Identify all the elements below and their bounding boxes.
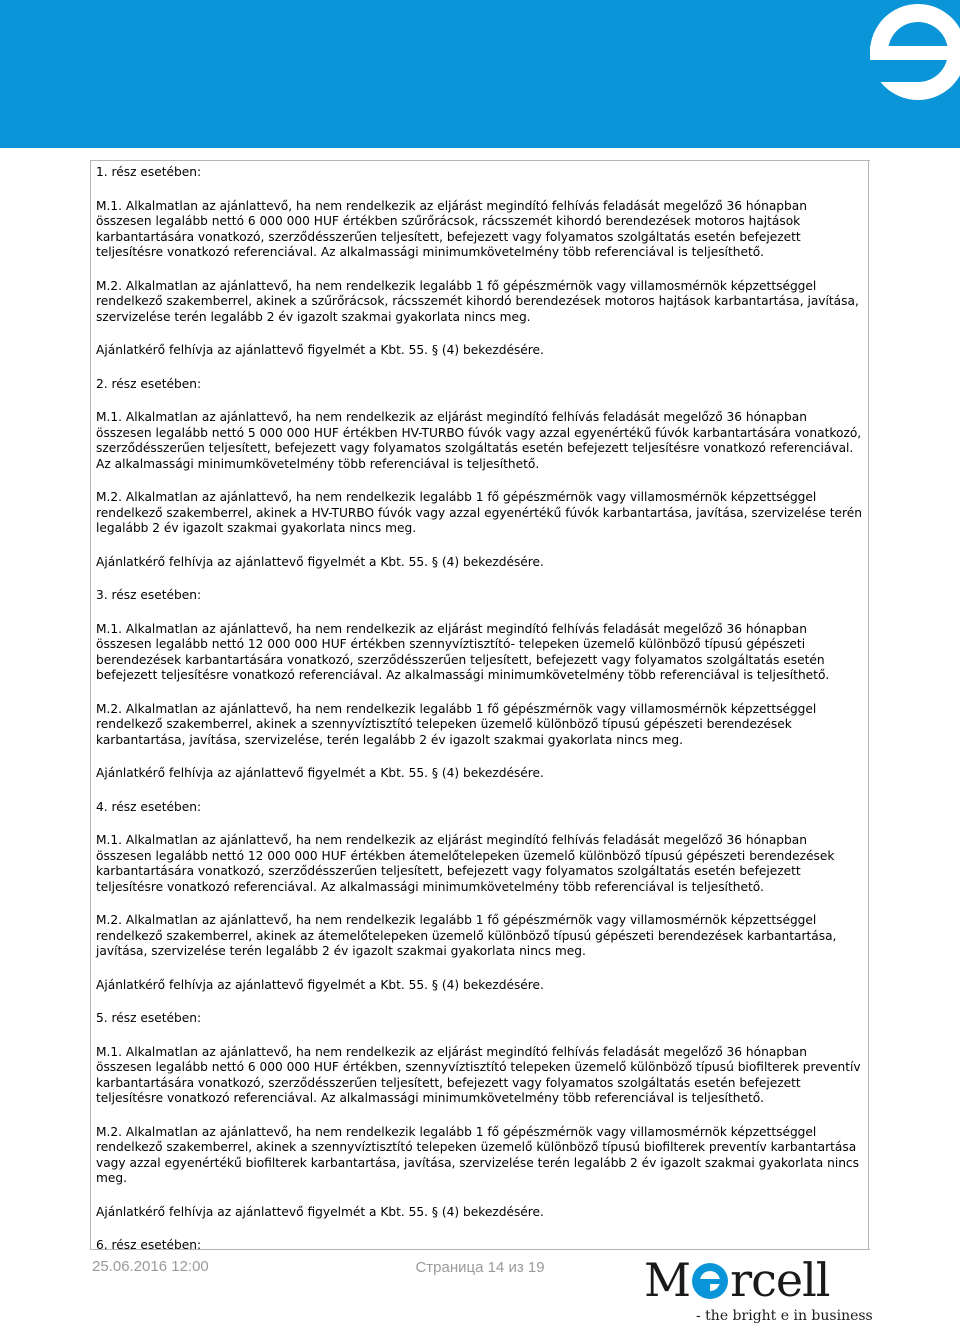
frame-right-rule bbox=[868, 160, 869, 1250]
requirement-m2: M.2. Alkalmatlan az ajánlattevő, ha nem rendelkezik legalább 1 fő gépészmérnök vagy villamosmérnök képzettséggel rendelkező szakemberrel, akinek a szennyvíztisztító telepeken üzemelő különböző típusú biofilterek preventív karbantartása vagy azzal egyenértékű biofilterek karbantartása, javítása, szervizelése terén legalább 2 év igazolt szakmai gyakorlata nincs meg. bbox=[96, 1124, 859, 1185]
requirement-m1: M.1. Alkalmatlan az ajánlattevő, ha nem rendelkezik az eljárást megindító felhívás feladását megelőző 36 hónapban összesen legalább nettó 6 000 000 HUF értékben szűrőrácsok, rácsszemét kihordó berendezések motoros hajtások karbantartására vonatkozó, szerződésszerűen teljesített, befejezett vagy folyamatos szolgáltatás esetén befejezett teljesítésre vonatkozó referenciával. Az alkalmassági minimumkövetelmény több referenciával is teljesíthető. bbox=[96, 198, 807, 259]
legal-note: Ajánlatkérő felhívja az ajánlattevő figyelmét a Kbt. 55. § (4) bekezdésére. bbox=[96, 766, 544, 780]
requirement-m1: M.1. Alkalmatlan az ajánlattevő, ha nem rendelkezik az eljárást megindító felhívás feladását megelőző 36 hónapban összesen legalább nettó 6 000 000 HUF értékben, szennyvíztisztító telepeken üzemelő különböző típusú biofilterek preventív karbantartására vonatkozó, szerződésszerűen teljesített, befejezett vagy folyamatos szolgáltatás esetén befejezett teljesítésre vonatkozó referenciával. Az alkalmassági minimumkövetelmény több referenciával is teljesíthető. bbox=[96, 1044, 861, 1105]
logo-tagline: - the bright e in business bbox=[696, 1308, 873, 1324]
section-part-5 bbox=[96, 1011, 864, 1220]
legal-note: Ajánlatkérő felhívja az ajánlattevő figyelmét a Kbt. 55. § (4) bekezdésére. bbox=[96, 977, 544, 992]
requirement-m2: M.2. Alkalmatlan az ajánlattevő, ha nem rendelkezik legalább 1 fő gépészmérnök vagy villamosmérnök képzettséggel rendelkező szakemberrel, akinek az átemelőtelepeken üzemelő különböző típusú gépészeti berendezések karbantartása, javítása, szervizelése terén legalább 2 év igazolt szakmai gyakorlata nincs meg. bbox=[96, 913, 837, 958]
mercell-logo bbox=[644, 1252, 873, 1328]
brand-e-logo-icon bbox=[850, 0, 960, 100]
section-heading: 4. rész esetében: bbox=[96, 799, 202, 814]
logo-wordmark bbox=[644, 1252, 830, 1308]
section-heading: 3. rész esetében: bbox=[96, 588, 202, 602]
document-body bbox=[96, 165, 864, 1272]
logo-letter-m: M bbox=[644, 1253, 691, 1307]
legal-note: Ajánlatkérő felhívja az ajánlattevő figyelmét a Kbt. 55. § (4) bekezdésére. bbox=[96, 1204, 544, 1219]
frame-top-rule bbox=[90, 160, 870, 161]
logo-letters-rcell: rcell bbox=[730, 1253, 830, 1307]
legal-note: Ajánlatkérő felhívja az ajánlattevő figyelmét a Kbt. 55. § (4) bekezdésére. bbox=[96, 554, 544, 569]
requirement-m2: M.2. Alkalmatlan az ajánlattevő, ha nem rendelkezik legalább 1 fő gépészmérnök vagy villamosmérnök képzettséggel rendelkező szakemberrel, akinek a HV-TURBO fúvók vagy azzal egyenértékű fúvók karbantartása, javítása, szervizelése terén legalább 2 év igazolt szakmai gyakorlata nincs meg. bbox=[96, 490, 862, 535]
section-heading-part-6: 6. rész esetében: bbox=[96, 1238, 202, 1252]
section-part-2 bbox=[96, 377, 864, 571]
header-band bbox=[0, 0, 960, 148]
requirement-m1: M.1. Alkalmatlan az ajánlattevő, ha nem rendelkezik az eljárást megindító felhívás feladását megelőző 36 hónapban összesen legalább nettó 5 000 000 HUF értékben HV-TURBO fúvók vagy azzal egyenértékű fúvók karbantartására vonatkozó, szerződésszerűen teljesített, befejezett vagy folyamatos szolgáltatás esetén befejezett teljesítésre vonatkozó referenciával. Az alkalmassági minimumkövetelmény több referenciával is teljesíthető. bbox=[96, 410, 862, 471]
requirement-m1: M.1. Alkalmatlan az ajánlattevő, ha nem rendelkezik az eljárást megindító felhívás feladását megelőző 36 hónapban összesen legalább nettó 12 000 000 HUF értékben átemelőtelepeken üzemelő különböző típusú gépészeti berendezések karbantartására vonatkozó, szerződésszerűen teljesített, befejezett vagy folyamatos szolgáltatás esetén befejezett teljesítésre vonatkozó referenciával. Az alkalmassági minimumkövetelmény több referenciával is teljesíthető. bbox=[96, 833, 835, 894]
legal-note: Ajánlatkérő felhívja az ajánlattevő figyelmét a Kbt. 55. § (4) bekezdésére. bbox=[96, 343, 544, 357]
section-heading: 5. rész esetében: bbox=[96, 1011, 202, 1025]
section-part-1 bbox=[96, 165, 864, 359]
footer-date: 25.06.2016 12:00 bbox=[92, 1258, 209, 1275]
section-part-3 bbox=[96, 588, 864, 782]
logo-e-icon bbox=[691, 1262, 729, 1300]
section-heading: 2. rész esetében: bbox=[96, 376, 202, 391]
footer-page-number: Страница 14 из 19 bbox=[415, 1259, 545, 1276]
requirement-m2: M.2. Alkalmatlan az ajánlattevő, ha nem rendelkezik legalább 1 fő gépészmérnök vagy villamosmérnök képzettséggel rendelkező szakemberrel, akinek a szűrőrácsok, rácsszemét kihordó berendezések motoros hajtások karbantartása, javítása, szervizelése terén legalább 2 év igazolt szakmai gyakorlata nincs meg. bbox=[96, 278, 859, 324]
section-heading: 1. rész esetében: bbox=[96, 165, 202, 179]
requirement-m1: M.1. Alkalmatlan az ajánlattevő, ha nem rendelkezik az eljárást megindító felhívás feladását megelőző 36 hónapban összesen legalább nettó 12 000 000 HUF értékben szennyvíztisztító- telepeken üzemelő különböző típusú gépészeti berendezések karbantartására vonatkozó, szerződésszerűen teljesített, befejezett vagy folyamatos szolgáltatás esetén befejezett teljesítésre vonatkozó referenciával. Az alkalmassági minimumkövetelmény több referenciával is teljesíthető. bbox=[96, 621, 830, 682]
frame-left-rule bbox=[90, 160, 91, 1250]
section-part-4 bbox=[96, 800, 864, 994]
requirement-m2: M.2. Alkalmatlan az ajánlattevő, ha nem rendelkezik legalább 1 fő gépészmérnök vagy villamosmérnök képzettséggel rendelkező szakemberrel, akinek a szennyvíztisztító telepeken üzemelő különböző típusú gépészeti berendezések karbantartása, javítása, szervizelése, terén legalább 2 év igazolt szakmai gyakorlata nincs meg. bbox=[96, 701, 817, 747]
